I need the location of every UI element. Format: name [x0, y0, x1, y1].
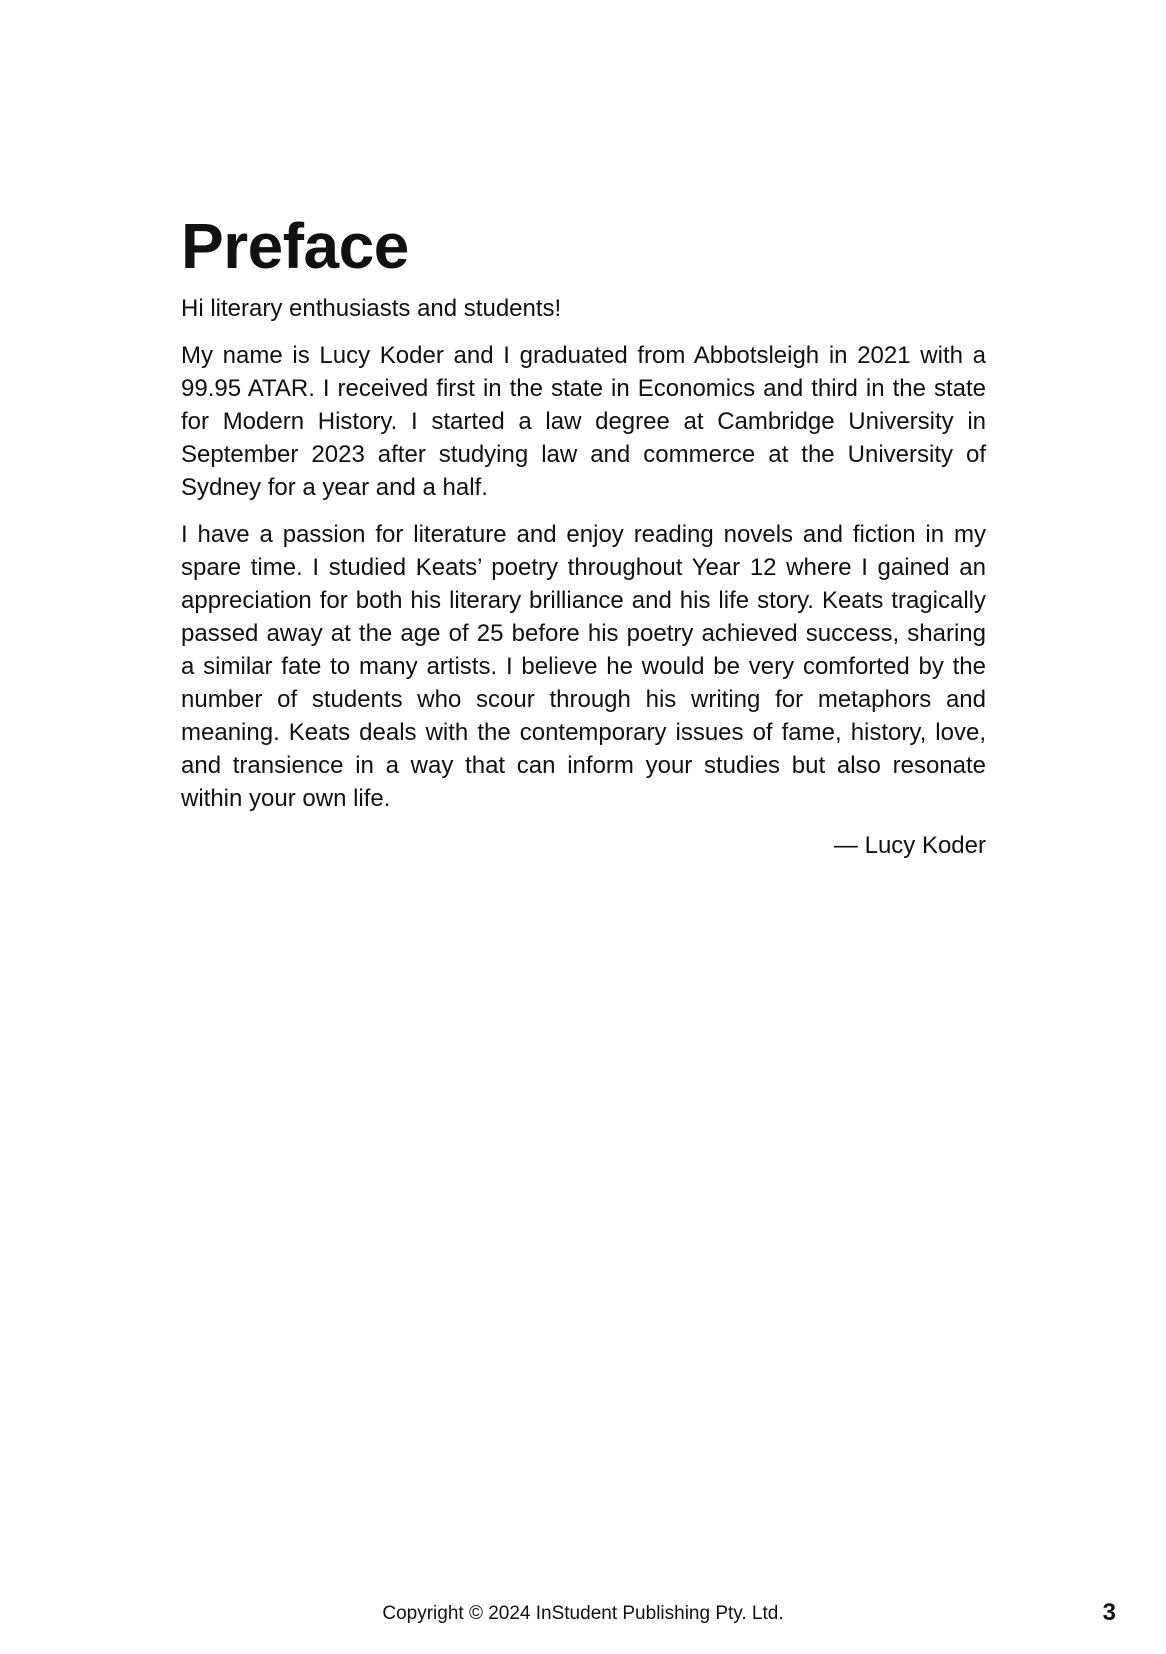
author-signature: — Lucy Koder: [833, 832, 986, 859]
paragraph-introduction: My name is Lucy Koder and I graduated from Abbotsleigh in 2021 with a 99.95 ATAR. I received first in the state in Economics and third in the state for Modern History. I started a law degree at Cambridge University in September 2023 after studying law and commerce at the University of Sydney for a year and a half.: [181, 342, 986, 501]
paragraph-passion: I have a passion for literature and enjoy reading novels and fiction in my spare time. I studied Keats’ poetry throughout Year 12 where I gained an appreciation for both his literary brilliance and his life story. Keats tragically passed away at the age of 25 before his poetry achieved success, sharing a similar fate to many artists. I believe he would be very comforted by the number of students who scour through his writing for metaphors and meaning. Keats deals with the contemporary issues of fame, history, love, and transience in a way that can inform your studies but also resonate within your own life.: [181, 521, 986, 812]
page-content: [181, 210, 986, 862]
greeting-text: Hi literary enthusiasts and students!: [181, 295, 562, 322]
footer-copyright: Copyright © 2024 InStudent Publishing Pty. Ltd.: [382, 1603, 784, 1624]
page-number: 3: [1102, 1599, 1116, 1626]
page-title: Preface: [181, 210, 409, 282]
